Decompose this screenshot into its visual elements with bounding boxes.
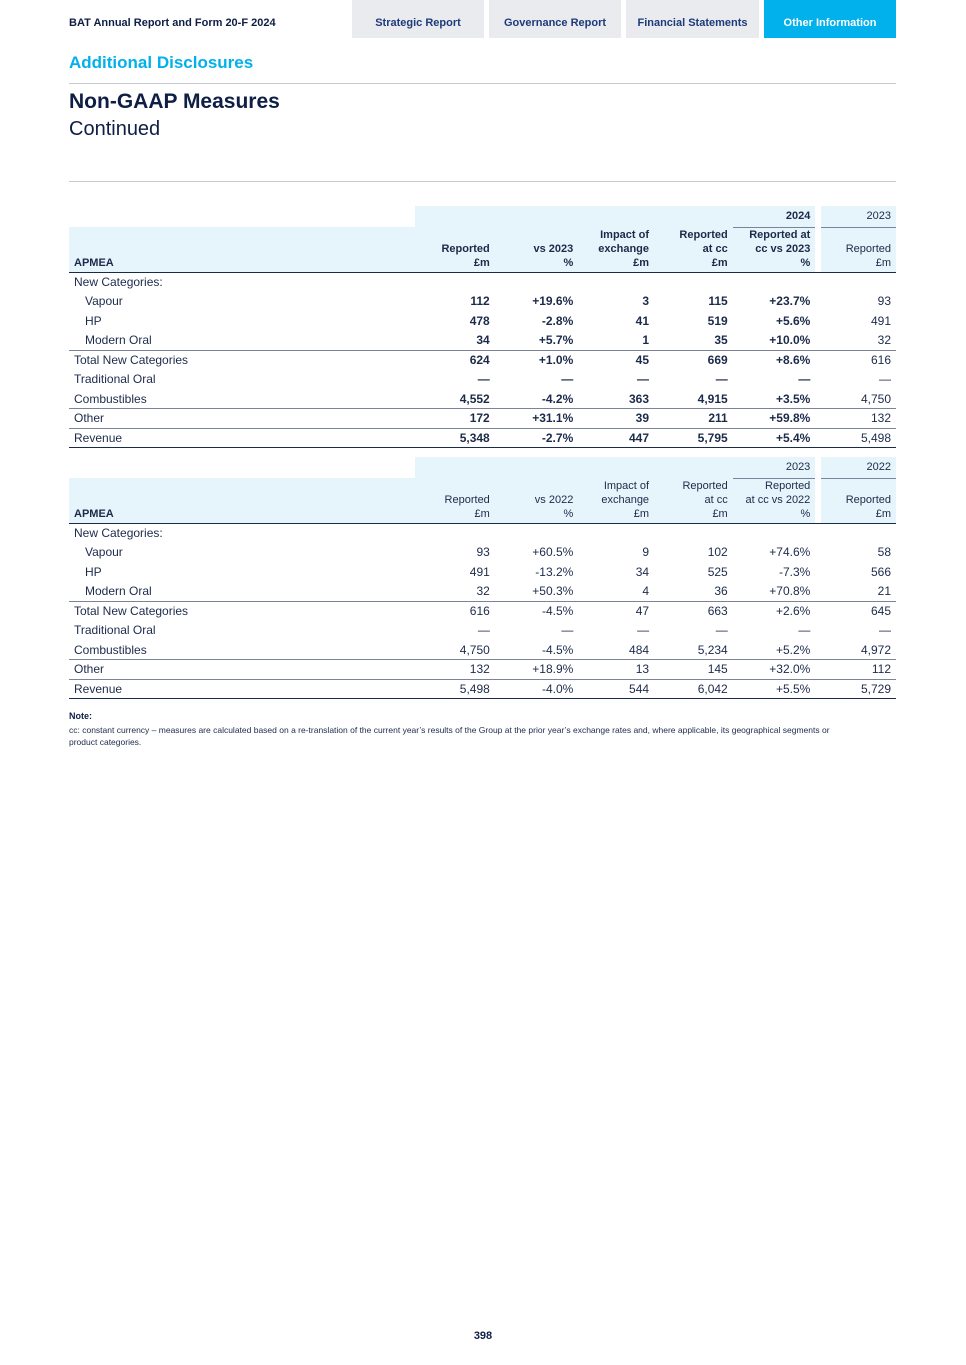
column-header: Reported £m	[415, 478, 495, 523]
column-header: vs 2023 %	[495, 227, 579, 272]
region-label: APMEA	[69, 478, 415, 523]
page-subtitle: Continued	[69, 118, 161, 140]
prior-year-label: 2022	[821, 457, 896, 478]
table-row: Vapour 112 +19.6% 3 115 +23.7% 93	[85, 294, 891, 309]
apmea-2024-table	[69, 206, 896, 448]
apmea-2023-table	[69, 457, 896, 699]
table-row: Revenue 5,498 -4.0% 544 6,042 +5.5% 5,729	[69, 679, 896, 699]
current-year-label: 2023	[733, 457, 816, 478]
table-row: New Categories:	[74, 526, 163, 540]
tab-financial-statements[interactable]: Financial Statements	[626, 0, 759, 38]
page-title: Non-GAAP Measures	[69, 90, 280, 113]
table-row: Modern Oral 34 +5.7% 1 35 +10.0% 32	[85, 333, 891, 347]
table-row: Total New Categories 624 +1.0% 45 669 +8.6% 616	[69, 350, 896, 370]
tab-governance-report[interactable]: Governance Report	[489, 0, 621, 38]
year-row	[69, 206, 896, 227]
prior-year-label: 2023	[821, 206, 896, 227]
page-number: 398	[473, 1330, 493, 1342]
table-row: HP 491 -13.2% 34 525 -7.3% 566	[85, 564, 891, 579]
table-row: Modern Oral 32 +50.3% 4 36 +70.8% 21	[85, 584, 891, 598]
table-row: Traditional Oral — — — — — —	[74, 372, 891, 387]
report-title: BAT Annual Report and Form 20-F 2024	[69, 17, 276, 29]
column-header: Impact of exchange £m	[578, 478, 654, 523]
table-row: Combustibles 4,552 -4.2% 363 4,915 +3.5% 4,750	[74, 391, 891, 406]
column-header: Reported £m	[821, 227, 896, 272]
column-header: Reported at cc vs 2022 %	[733, 478, 816, 523]
current-year-label: 2024	[733, 206, 816, 227]
column-header: vs 2022 %	[495, 478, 579, 523]
section-label: Additional Disclosures	[69, 53, 254, 72]
column-header: Reported at cc vs 2023 %	[733, 227, 816, 272]
column-header: Impact of exchange £m	[578, 227, 654, 272]
table-row: Traditional Oral — — — — — —	[74, 623, 891, 638]
column-header: Reported £m	[821, 478, 896, 523]
divider	[69, 83, 896, 84]
tab-other-information[interactable]: Other Information	[764, 0, 896, 38]
note-text: cc: constant currency – measures are calculated based on a re-translation of the current year’s results of the Group at the prior year’s exchange rates and, where applicable, its geographical segments or product categories.	[69, 725, 830, 747]
divider	[69, 181, 896, 182]
table-row: New Categories:	[74, 275, 163, 289]
table-row: HP 478 -2.8% 41 519 +5.6% 491	[85, 313, 891, 328]
column-header: Reported at cc £m	[654, 227, 733, 272]
table-row: Total New Categories 616 -4.5% 47 663 +2.6% 645	[69, 601, 896, 621]
note-title: Note:	[69, 711, 92, 721]
column-header: Reported £m	[415, 227, 495, 272]
table-row: Combustibles 4,750 -4.5% 484 5,234 +5.2% 4,972	[74, 642, 891, 657]
table-row: Vapour 93 +60.5% 9 102 +74.6% 58	[85, 545, 891, 560]
table-row: Other 172 +31.1% 39 211 +59.8% 132	[69, 409, 896, 429]
top-navigation-bar	[0, 0, 966, 38]
region-label: APMEA	[69, 227, 415, 272]
tab-strategic-report[interactable]: Strategic Report	[352, 0, 484, 38]
header-row	[69, 478, 896, 523]
table-row: Revenue 5,348 -2.7% 447 5,795 +5.4% 5,498	[69, 428, 896, 448]
header-row	[69, 227, 896, 272]
column-header: Reported at cc £m	[654, 478, 733, 523]
table-row: Other 132 +18.9% 13 145 +32.0% 112	[69, 660, 896, 680]
year-row	[69, 457, 896, 478]
